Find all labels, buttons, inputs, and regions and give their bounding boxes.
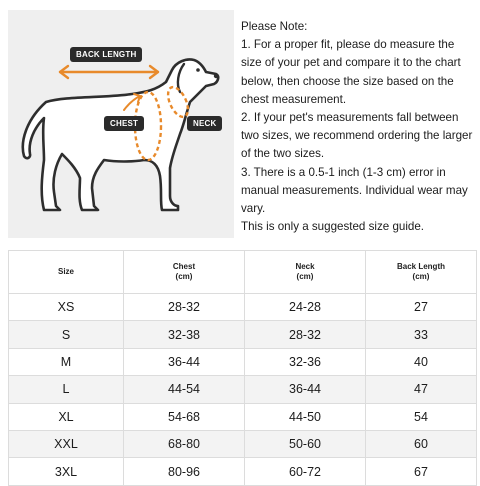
cell-neck: 28-32 [245,321,366,348]
cell-size: M [9,348,124,375]
cell-back-length: 27 [366,294,477,321]
cell-neck: 60-72 [245,458,366,485]
cell-size: XS [9,294,124,321]
dog-nose-icon [214,74,218,78]
note-item: This is only a suggested size guide. [241,220,425,234]
cell-chest: 80-96 [124,458,245,485]
cell-size: L [9,376,124,403]
cell-neck: 24-28 [245,294,366,321]
back-length-label: BACK LENGTH [70,47,142,62]
cell-chest: 36-44 [124,348,245,375]
sizing-notes [241,18,473,236]
cell-chest: 54-68 [124,403,245,430]
cell-chest: 32-38 [124,321,245,348]
note-item: 3. There is a 0.5-1 inch (1-3 cm) error in manual measurements. Individual wear may vary. [241,165,468,216]
cell-neck: 36-44 [245,376,366,403]
cell-size: XL [9,403,124,430]
header-chest: Chest (cm) [124,251,245,294]
neck-label: NECK [187,116,222,131]
table-row [9,458,477,485]
note-item: 2. If your pet's measurements fall between two sizes, we recommend ordering the larger of the two sizes. [241,111,473,161]
table-row [9,321,477,348]
dog-eye-icon [196,68,200,72]
back-length-arrow-icon [60,66,158,78]
table-row [9,348,477,375]
dog-measurement-diagram [8,10,234,238]
notes-title: Please Note: [241,20,308,33]
cell-neck: 32-36 [245,348,366,375]
chest-label: CHEST [104,116,144,131]
table-row [9,430,477,457]
cell-back-length: 40 [366,348,477,375]
table-header-row [9,251,477,294]
header-neck: Neck (cm) [245,251,366,294]
cell-back-length: 67 [366,458,477,485]
note-item: 1. For a proper fit, please do measure the size of your pet and compare it to the chart below, then choose the size based on the chest measurement. [241,38,461,106]
cell-back-length: 47 [366,376,477,403]
table-row [9,403,477,430]
cell-size: XXL [9,430,124,457]
cell-size: S [9,321,124,348]
cell-back-length: 54 [366,403,477,430]
cell-back-length: 60 [366,430,477,457]
cell-neck: 44-50 [245,403,366,430]
cell-chest: 68-80 [124,430,245,457]
table-row [9,294,477,321]
size-chart-table [8,250,477,486]
cell-back-length: 33 [366,321,477,348]
dog-outline-icon [23,59,218,210]
cell-neck: 50-60 [245,430,366,457]
cell-chest: 44-54 [124,376,245,403]
table-row [9,376,477,403]
header-size: Size [9,251,124,294]
header-back-length: Back Length (cm) [366,251,477,294]
cell-size: 3XL [9,458,124,485]
cell-chest: 28-32 [124,294,245,321]
